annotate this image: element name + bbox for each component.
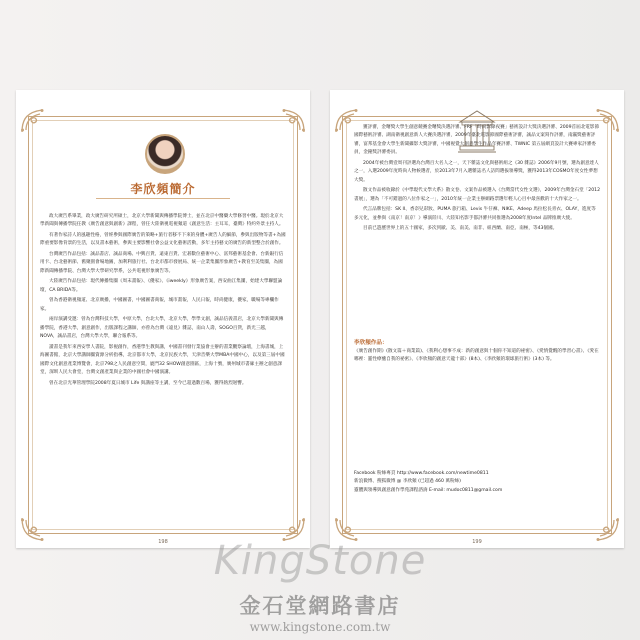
- bio-paragraph: 台灣廣告作品包括：誠品書店、誠品商場、中興百貨、遠東百貨、宏碁數位藝術中心、富邦藝術基金會、台新銀行信用卡、台北藝術節、舊聚園會場地圖，加利利旅行社、台北市都市發展局、統一企業集團形象廣告+教育至美集團，為國際新聞傳播學院、台灣大學大學研究學系，公共電視形象廣告等。: [40, 252, 284, 274]
- contact-info: [354, 470, 600, 495]
- works-paragraph: 《廣告創作期》(散文篇＋商業篇)、《我利心想事不成：新的創意與十個你不知道的祕密》、《愛情覺醒的學習心書》、《愛在哪裡：靈性療癒自我的祕密》、《李欣頻的創意天龍十部》(8本)、《李欣頻的環球旅行術》(3本) 等。: [354, 349, 599, 363]
- watermark-brand-cn: 金石堂網路書店: [239, 593, 401, 618]
- bio-paragraph: 2004年被台灣壹周刊評選為台灣百大名人之一，天下雜誌文化與藝術組之《30 雜誌》2006年9月號，選為創意達人之一，入選2009年度時尚人物候選者，於2013年7月入選雜誌名人訪問選拔領導獎，獲得2013年COSMO年度女性夢想大獎。: [354, 160, 599, 183]
- bio-text: [40, 213, 286, 390]
- bio-paragraph: 兩岸演講受邀：曾為台灣科技大學，中原大學，台北大學，北京大學，學學文創，誠品信義書店，北京大學新聞與傳播學院，香港大學，創意創作，出版課程之講師，亦曾為台灣《遠見》雜誌，南山人壽，SOGO百貨，新光三越，NOVA，誠品書店，台灣大學大學，聯合報系等。: [40, 317, 284, 340]
- watermark-url: www.kingstone.com.tw: [249, 620, 391, 634]
- page-number: 198: [158, 539, 168, 545]
- bio-paragraph: 大陸廣告作品包括：現代傳播集團《周末畫報》、《優家》、《iweekly》形象廣告案，西安曲江集團，始建大學聯盟論壇，CA BRIDA等。: [40, 279, 283, 293]
- bio-paragraph: 代言品牌包括：SK II、香奈兒彩妝、PUMA 旅行箱、Levis 牛仔褲、NIKE、Adeep 馬拉松長青衣、OLAY，進度等多元化，並參與《南京！南京！》導演陸川、大陸知名影手都評審共同推選為2008年度Intel 品牌推廣大使。: [354, 207, 596, 221]
- page-number: 199: [472, 539, 482, 545]
- corner-ornament-icon: [280, 108, 306, 134]
- bio-paragraph: 曾在北京光華管理學院2008年夏日城市 Life 與講座等主講，至今已超過數百場，獲得熱烈迴響。: [49, 380, 247, 386]
- bio-paragraph: 目前已遊歷世界上的五十國家，多次到歐、美、南美、南非、紐西蘭、南亞、南極，等43個國。: [363, 226, 558, 232]
- bio-paragraph: 讀書是我年來西安學人書院，影視創作，香港學生教與講，中國書刊發行業協會主辦的書業觀察論壇，上海書城，上海圖書館，北京大學講師團資源分析指導，北京都市大學，北京民族大學，天津音樂大學MBA中國中心，以及第三屆中國國際文化創意產業博覽會，北京798之人民創意空間，廈門32 SHOW創意園區，上海十號，廣州城市書廊主辦之創意課堂，深圳人民大會堂，台灣文創產業與企業的中國社會中國演講。: [40, 344, 285, 376]
- bio-paragraph: 曾為香港衛視頻道、北京廣播，中國圖書，中國圖書商報，城市畫報，人民日報，時尚健康，優家，職場等專欄作家。: [40, 298, 279, 312]
- title-divider: [96, 198, 230, 199]
- email-line: 靈體與領導與創意創作學苑課程諮詢 E-mail: mudoc0811@gmail.com: [354, 487, 503, 493]
- works-list: [354, 348, 600, 367]
- left-page: [16, 90, 310, 548]
- weibo-line: 新浪微博、搜狐微博 @ 李欣頻 (已超過 460 萬粉絲): [354, 479, 461, 485]
- corner-ornament-icon: [20, 108, 46, 134]
- bio-paragraph: 政大廣告系畢業，政大廣告研究所碩士，北京大學新聞與傳播學院博士，並在北京中醫藥大學修習中醫。現於北京大學新聞與傳播學院任教《廣告創意與創新》課程，曾任大陸衛視電視頻道《創意生活：主耳耳，臺灣》特約外景主持人。: [40, 214, 284, 228]
- page-title: 李欣頻簡介: [130, 182, 196, 196]
- facebook-line: Facebook 粉絲專頁 http://www.facebook.com/newtime0811: [354, 471, 489, 476]
- right-page: [330, 90, 624, 548]
- bio-paragraph: 散文作品被收錄於《中學現代文學大系》散文卷、文案作品被選入《台灣當代女性文選》，2009年台灣金石堂「2012書展」，選為「不可錯過的八位作家之一」，2010年統一企業主辦網路票選年輕人心目中最喜歡的十大作家之一。: [354, 188, 600, 202]
- bio-paragraph: 獲評審，金曙獎大學生創意競賽金曙獎決選評審、FRF「時尚影錄夜賽」藝術設計大獎決選評審、2009首屆北電影節國際藝術評審、湖南衛視創意新人大賽決選評審，2009年臺北電影節國際藝術評審，誠品文案寫作評審，南瀛獎藝術評審，富邦基金會大學生新聞攝影大獎評審，中國視覺大創意學生作品年賽評審、TWNIC 第五屆網頁設計大賽專家評審委員，金鐘獎評審委員。: [354, 125, 600, 156]
- works-heading: 李欣頻作品：: [354, 340, 388, 346]
- watermark-brand: KingStone: [213, 538, 427, 584]
- bio-paragraph: 有著作家詩人的風趣性格，曾經參與國際廣告的策略+旅行者移不下來的身體+廣告人的細節，參與出版物等書+為國際重要影像背景的生活，以及書本藝術，參與主要影響社會公益文化藝術活動，多年主持藝文的廣告的新型整合於創作。: [40, 233, 286, 247]
- bio-continued-text: [354, 124, 600, 236]
- portrait-image: [145, 134, 185, 174]
